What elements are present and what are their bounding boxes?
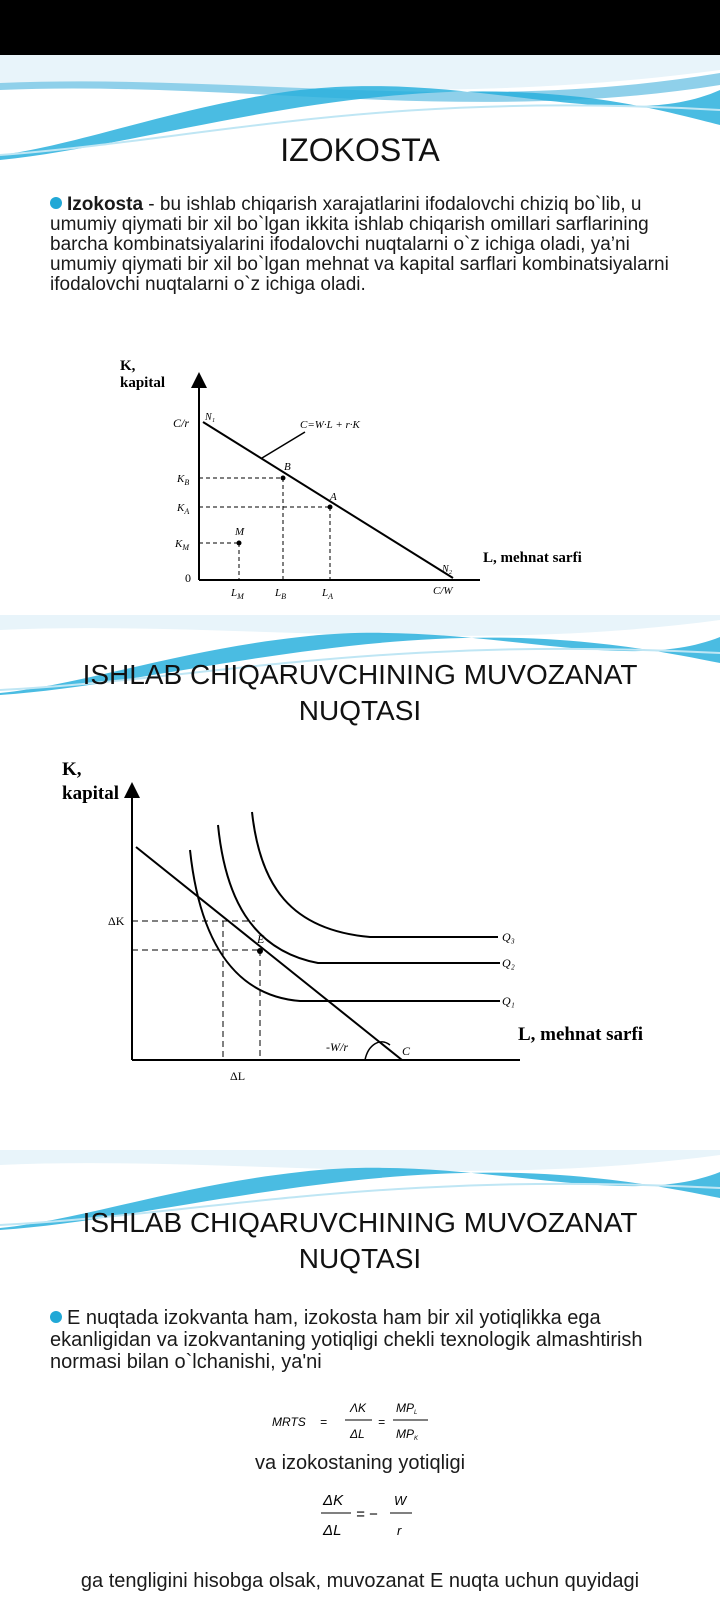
formula-num2-sub: L (414, 1410, 418, 1416)
label-zero: 0 (185, 571, 191, 585)
definition-paragraph (50, 195, 690, 295)
y-axis-label-k: K, (62, 759, 82, 780)
label-e: E (257, 932, 265, 946)
svg-text:LA (321, 587, 333, 600)
label-a: A (330, 491, 337, 503)
y-axis-label-k: K, (120, 358, 136, 374)
formula2-num2: W (394, 1493, 407, 1508)
isocost-line (136, 847, 402, 1060)
slide-equilibrium-graph (0, 615, 720, 1140)
equilibrium-paragraph (50, 1307, 690, 1373)
formula-num1: ΛK (350, 1401, 367, 1415)
label-q2: Q₂ (502, 956, 515, 970)
label-km: K (175, 538, 183, 550)
label-q1: Q₁ (502, 994, 515, 1008)
svg-text:LB (274, 587, 286, 600)
label-kb-sub: B (184, 478, 190, 487)
slide-title: ISHLAB CHIQARUVCHINING MUVOZANAT NUQTASI (82, 1207, 638, 1274)
slide-title: IZOKOSTA (280, 132, 440, 168)
label-dl: ΔL (230, 1069, 246, 1083)
label-lb-sub: B (281, 592, 287, 600)
svg-text:KB (176, 473, 189, 487)
formula2-den2: r (397, 1523, 402, 1538)
label-m: M (235, 526, 245, 538)
isoquant-q1 (190, 850, 500, 1001)
bullet-dot-icon (50, 197, 62, 209)
slide-izokosta (0, 55, 720, 615)
label-lb: L (275, 587, 282, 599)
equation-pointer (262, 432, 305, 458)
point-m (237, 541, 242, 546)
label-q3: Q₃ (502, 930, 515, 944)
label-b: B (284, 461, 291, 473)
paragraph-text: E nuqtada izokvanta ham, izokosta ham bir xil yotiqlikka ega ekanligidan va izokvantaning yotiqligi chekli texnologik almashtirish normasi bilan o`lchanishi, ya'ni (50, 1307, 643, 1373)
formula-eq2: = (378, 1415, 386, 1429)
y-axis-label-kapital: kapital (62, 783, 120, 804)
formula-den2-sub: K (414, 1436, 419, 1442)
svg-text:MPK (396, 1427, 419, 1442)
label-la-sub: A (328, 592, 334, 600)
slide-title: ISHLAB CHIQARUVCHINING MUVOZANAT NUQTASI (82, 659, 638, 726)
formula-den1: ΔL (350, 1427, 365, 1441)
bottom-text: ga tengligini hisobga olsak, muvozanat E nuqta uchun quyidagi (80, 1570, 640, 1592)
formula2-num1: ΔK (323, 1492, 344, 1509)
isocost-slope-formula (318, 1485, 438, 1545)
formula2-eq: = − (356, 1506, 378, 1523)
formula-num2: MP (396, 1401, 414, 1415)
label-c-w: C/W (433, 585, 453, 597)
label-lm: L (231, 587, 238, 599)
status-bar-black (0, 0, 720, 55)
svg-text:MPL (396, 1401, 417, 1416)
equation-label: C=W·L + r·K (300, 419, 360, 431)
isocost-line (203, 422, 453, 578)
point-a (328, 505, 333, 510)
x-axis-label: L, mehnat sarfi (518, 1024, 644, 1045)
label-la: L (322, 587, 329, 599)
formula-mrts: MRTS (272, 1415, 306, 1429)
formula-den2: MP (396, 1427, 414, 1441)
label-lm-sub: M (237, 592, 244, 600)
middle-text: va izokostaning yotiqligi (254, 1452, 466, 1474)
y-axis-label-kapital: kapital (120, 375, 166, 391)
label-c-r: C/r (173, 416, 190, 430)
svg-text:KM (174, 538, 190, 552)
label-ka: K (177, 502, 185, 514)
label-n1: N₁ (205, 412, 216, 423)
label-slope: -W/r (326, 1040, 348, 1054)
slope-angle-arc (365, 1042, 390, 1060)
bullet-dot-icon (50, 1311, 62, 1323)
label-c: C (402, 1044, 411, 1058)
label-km-sub: M (182, 543, 190, 552)
term-izokosta: Izokosta (67, 194, 144, 215)
definition-text: - bu ishlab chiqarish xarajatlarini ifodalovchi chiziq bo`lib, u umumiy qiymati bir xil bo`lgan ikkita ishlab chiqarish omillari sarflarining barcha kombinatsiyalarini ifodalovchi nuqtalarni o`z ichiga oladi, ya’ni umumiy qiymati bir xil bo`lgan mehnat va kapital sarflari kombinatsiyalarni ifodalovchi nuqtalarni o`z ichiga oladi. (50, 194, 669, 295)
svg-text:LM (230, 587, 245, 600)
isoquant-q3 (252, 812, 498, 937)
isocost-graph (105, 350, 605, 600)
mrts-formula (270, 1390, 470, 1450)
label-dk: ΔK (108, 914, 125, 928)
label-n2: N₂ (442, 564, 453, 575)
point-e (257, 948, 263, 954)
point-b (281, 476, 286, 481)
svg-text:KA (176, 502, 189, 516)
x-axis-label: L, mehnat sarfi (483, 550, 582, 566)
formula2-den1: ΔL (323, 1522, 342, 1539)
slide-equilibrium-text (0, 1150, 720, 1600)
formula-eq1: = (320, 1415, 328, 1429)
label-kb: K (177, 473, 185, 485)
equilibrium-graph (50, 755, 660, 1090)
label-ka-sub: A (184, 507, 190, 516)
